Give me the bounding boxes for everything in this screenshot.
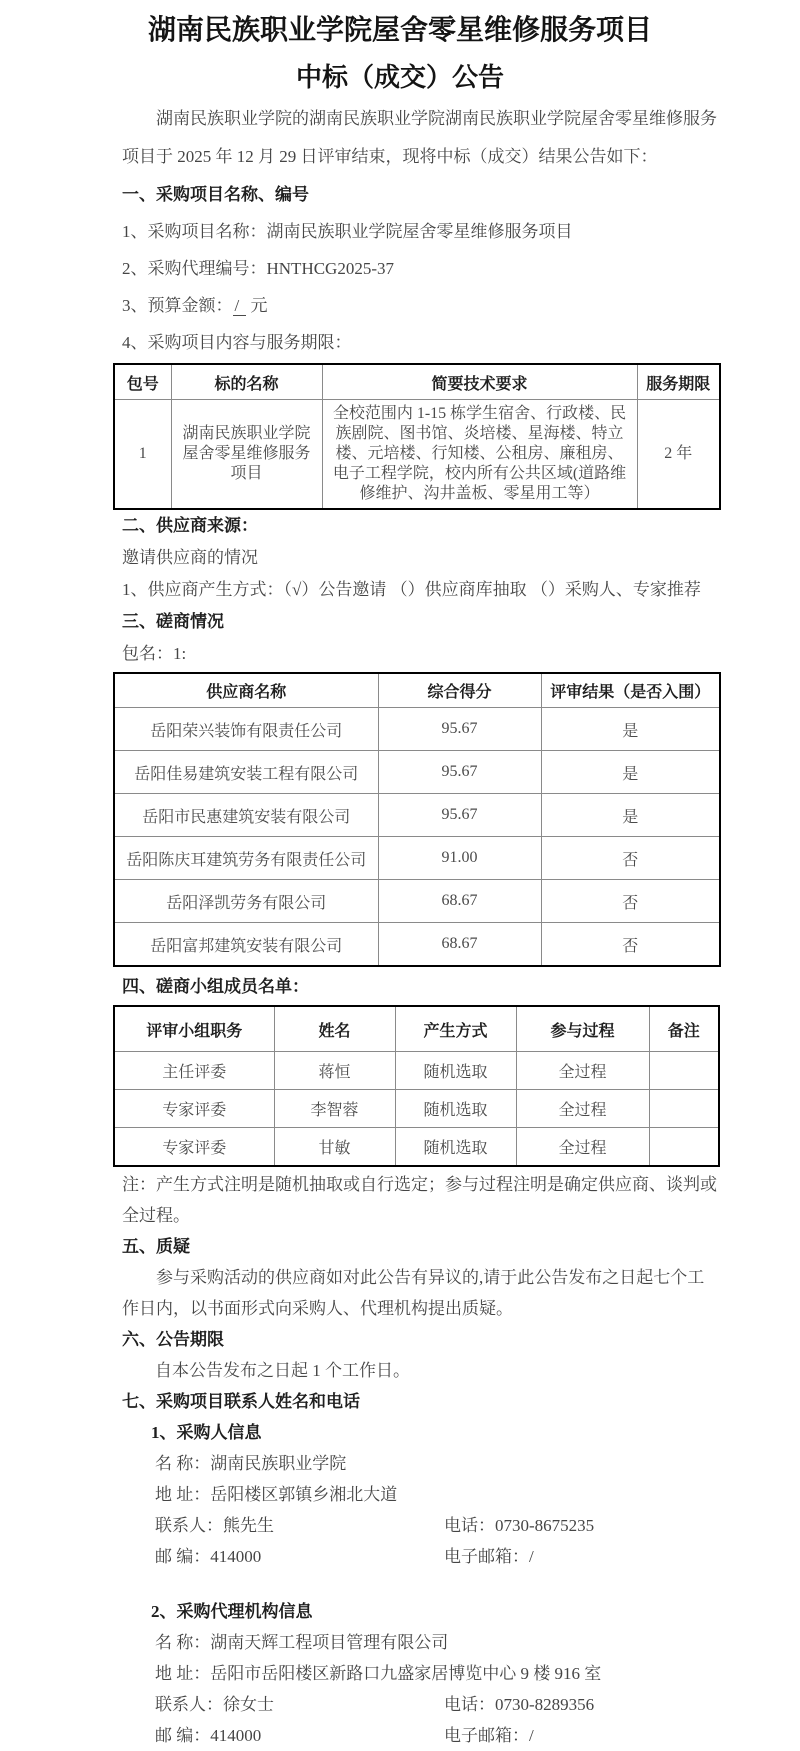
process-cell: 全过程: [516, 1090, 649, 1128]
table-row: [114, 1090, 719, 1128]
service-term-cell: 2 年: [637, 400, 720, 510]
section2-heading: 二、供应商来源：: [122, 516, 258, 535]
agency-zip-line: [113, 1720, 719, 1751]
role-cell: 专家评委: [114, 1090, 274, 1128]
result-cell: 是: [541, 794, 720, 837]
purchaser-info-heading: 1、采购人信息: [151, 1423, 262, 1442]
budget-value: /: [233, 296, 247, 316]
committee-note: 注：产生方式注明是随机抽取或自行选定；参与过程注明是确定供应商、谈判或全过程。: [122, 1175, 717, 1225]
agency-phone: 电话：0730-8289356: [444, 1695, 595, 1714]
name-cell: 李智蓉: [274, 1090, 395, 1128]
method-cell: 随机选取: [395, 1128, 516, 1167]
result-cell: 否: [541, 837, 720, 880]
document-title-line2: 中标（成交）公告: [295, 63, 504, 92]
role-cell: 专家评委: [114, 1128, 274, 1167]
remark-cell: [649, 1052, 719, 1090]
table-row: [114, 1128, 719, 1167]
agency-info-heading: 2、采购代理机构信息: [151, 1602, 313, 1621]
supplier-name-cell: 岳阳市民惠建筑安装有限公司: [114, 794, 378, 837]
supplier-name-cell: 岳阳富邦建筑安装有限公司: [114, 923, 378, 967]
col-header-supplier-name: 供应商名称: [114, 673, 378, 708]
col-header-result: 评审结果（是否入围）: [541, 673, 720, 708]
package-name-line: 包名：1:: [122, 644, 187, 663]
objection-paragraph: 参与采购活动的供应商如对此公告有异议的,请于此公告发布之日起七个工作日内，以书面形式向采购人、代理机构提出质疑。: [122, 1268, 705, 1318]
document-body: [113, 100, 719, 1751]
agency-zip: 邮 编：414000: [155, 1726, 262, 1745]
col-header-tech-requirements: 简要技术要求: [322, 364, 637, 400]
budget-label: 3、预算金额：: [122, 296, 233, 315]
score-cell: 95.67: [378, 751, 541, 794]
method-cell: 随机选取: [395, 1052, 516, 1090]
content-term-line: 4、采购项目内容与服务期限：: [122, 333, 352, 352]
committee-table: [113, 1005, 720, 1167]
process-cell: 全过程: [516, 1128, 649, 1167]
score-cell: 91.00: [378, 837, 541, 880]
table-row: [114, 751, 720, 794]
score-cell: 95.67: [378, 708, 541, 751]
tech-requirements-cell: 全校范围内 1-15 栋学生宿舍、行政楼、民族剧院、图书馆、炎培楼、星海楼、特立楼、元培楼、行知楼、公租房、廉租房、电子工程学院，校内所有公共区域(道路维修维护、沟井盖板、零星用工等）: [322, 400, 637, 510]
name-cell: 甘敏: [274, 1128, 395, 1167]
result-cell: 否: [541, 880, 720, 923]
announcement-period-line: 自本公告发布之日起 1 个工作日。: [155, 1361, 410, 1380]
agency-name-line: 名 称：湖南天辉工程项目管理有限公司: [155, 1633, 449, 1652]
table-row: [114, 837, 720, 880]
table-header-row: [114, 364, 720, 400]
intro-paragraph: 湖南民族职业学院的湖南民族职业学院湖南民族职业学院屋舍零星维修服务项目于 2025 年 12 月 29 日评审结束，现将中标（成交）结果公告如下：: [122, 109, 717, 166]
supplier-score-table: [113, 672, 721, 967]
budget-line: [113, 287, 719, 324]
table-row: [114, 400, 720, 510]
supplier-name-cell: 岳阳泽凯劳务有限公司: [114, 880, 378, 923]
agency-contact-name: 联系人：徐女士: [155, 1695, 274, 1714]
document-title-line1: 湖南民族职业学院屋舍零星维修服务项目: [147, 15, 652, 46]
agency-contact-line: [113, 1689, 719, 1720]
col-header-method: 产生方式: [395, 1006, 516, 1052]
score-cell: 68.67: [378, 923, 541, 967]
agency-address-line: 地 址：岳阳市岳阳楼区新路口九盛家居博览中心 9 楼 916 室: [155, 1664, 602, 1683]
purchaser-zip: 邮 编：414000: [155, 1547, 262, 1566]
project-name-line: 1、采购项目名称：湖南民族职业学院屋舍零星维修服务项目: [122, 222, 573, 241]
project-content-table: [113, 363, 721, 510]
score-cell: 95.67: [378, 794, 541, 837]
table-row: [114, 923, 720, 967]
supplier-method-line: 1、供应商产生方式：（√）公告邀请 （）供应商库抽取 （）采购人、专家推荐: [122, 580, 701, 599]
name-cell: 蒋恒: [274, 1052, 395, 1090]
process-cell: 全过程: [516, 1052, 649, 1090]
table-row: [114, 794, 720, 837]
table-header-row: [114, 673, 720, 708]
purchaser-contact-line: [113, 1510, 719, 1541]
budget-unit: 元: [250, 296, 268, 315]
table-row: [114, 880, 720, 923]
section7-heading: 七、采购项目联系人姓名和电话: [122, 1392, 360, 1411]
col-header-remark: 备注: [649, 1006, 719, 1052]
col-header-service-term: 服务期限: [637, 364, 720, 400]
supplier-name-cell: 岳阳佳易建筑安装工程有限公司: [114, 751, 378, 794]
purchaser-address-line: 地 址：岳阳楼区郭镇乡湘北大道: [155, 1485, 398, 1504]
package-no-cell: 1: [114, 400, 171, 510]
purchaser-name-line: 名 称：湖南民族职业学院: [155, 1454, 347, 1473]
section6-heading: 六、公告期限: [122, 1330, 224, 1349]
score-cell: 68.67: [378, 880, 541, 923]
supplier-name-cell: 岳阳荣兴装饰有限责任公司: [114, 708, 378, 751]
section1-heading: 一、采购项目名称、编号: [122, 185, 309, 204]
table-row: [114, 1052, 719, 1090]
col-header-subject-name: 标的名称: [171, 364, 322, 400]
section5-heading: 五、质疑: [122, 1237, 190, 1256]
purchaser-email: 电子邮箱：/: [444, 1547, 534, 1566]
remark-cell: [649, 1090, 719, 1128]
section4-heading: 四、磋商小组成员名单：: [122, 977, 309, 996]
supplier-source-line: 邀请供应商的情况: [122, 548, 258, 567]
role-cell: 主任评委: [114, 1052, 274, 1090]
agency-email: 电子邮箱：/: [444, 1726, 534, 1745]
col-header-role: 评审小组职务: [114, 1006, 274, 1052]
spacer: [113, 1572, 719, 1596]
col-header-score: 综合得分: [378, 673, 541, 708]
subject-name-cell: 湖南民族职业学院屋舍零星维修服务项目: [171, 400, 322, 510]
col-header-package-no: 包号: [114, 364, 171, 400]
purchaser-phone: 电话：0730-8675235: [444, 1516, 595, 1535]
section3-heading: 三、磋商情况: [122, 612, 224, 631]
purchaser-zip-line: [113, 1541, 719, 1572]
result-cell: 是: [541, 751, 720, 794]
table-row: [114, 708, 720, 751]
agency-code-line: 2、采购代理编号：HNTHCG2025-37: [122, 259, 394, 278]
table-header-row: [114, 1006, 719, 1052]
remark-cell: [649, 1128, 719, 1167]
result-cell: 是: [541, 708, 720, 751]
purchaser-contact-name: 联系人：熊先生: [155, 1516, 274, 1535]
supplier-name-cell: 岳阳陈庆耳建筑劳务有限责任公司: [114, 837, 378, 880]
col-header-process: 参与过程: [516, 1006, 649, 1052]
method-cell: 随机选取: [395, 1090, 516, 1128]
result-cell: 否: [541, 923, 720, 967]
col-header-name: 姓名: [274, 1006, 395, 1052]
